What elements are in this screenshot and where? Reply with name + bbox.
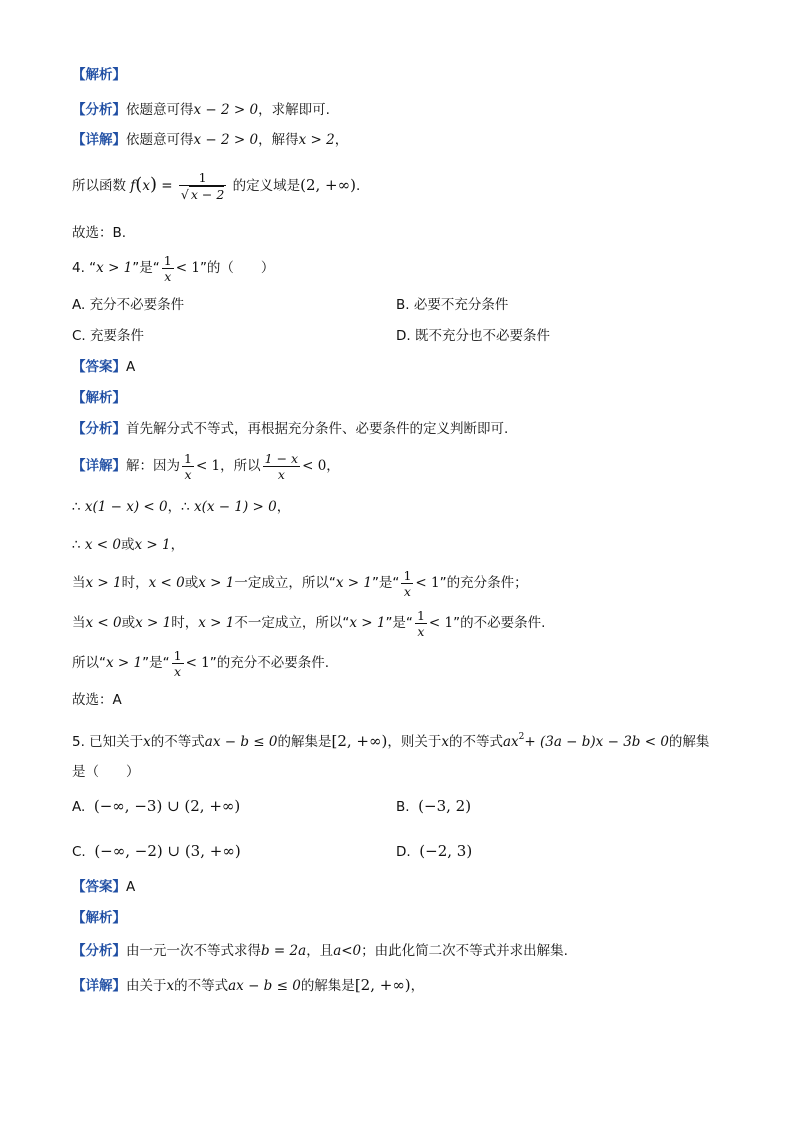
q5-option-a: A. (−∞, −3) ∪ (2, +∞) xyxy=(72,797,241,815)
prev-answer-line: 故选：B. xyxy=(72,225,127,241)
prev-detail-line: 【详解】依题意可得x − 2 > 0，解得x > 2， xyxy=(72,132,349,148)
q4-option-c: C. 充要条件 xyxy=(72,328,145,344)
question-5-stem: 5. 已知关于x的不等式ax − b ≤ 0的解集是[2, +∞)，则关于x的不等式$ax^2+ (3a - b)x - 3b < 0$的解集 xyxy=(72,732,710,750)
analysis-heading xyxy=(72,66,126,84)
q4-analysis: 【分析】首先解分式不等式，再根据充分条件、必要条件的定义判断即可. xyxy=(72,421,509,437)
q4-detail-5: 当x < 0或x > 1时，x > 1不一定成立，所以“x > 1”是“ $\frac{1}{x}$ < 1”的不必要条件. xyxy=(72,607,546,639)
question-5-stem-cont: 是（ ） xyxy=(72,764,140,780)
q5-option-d: D. (−2, 3) xyxy=(396,842,473,860)
q5-option-b: B. (−3, 2) xyxy=(396,797,472,815)
q4-answer: 【答案】A xyxy=(72,359,136,375)
q5-analysis-heading: 【解析】 xyxy=(72,910,126,926)
q5-option-c: C. (−∞, −2) ∪ (3, +∞) xyxy=(72,842,241,860)
q4-option-a: A. 充分不必要条件 xyxy=(72,297,185,313)
q4-detail-1: 【详解】解：因为 $\frac{1}{x}$ < 1，所以 $\frac{1 - x}{x}$ < 0， xyxy=(72,450,340,482)
section-tag: 【解析】 xyxy=(72,67,126,83)
prev-analysis-line: 【分析】依题意可得x − 2 > 0，求解即可. xyxy=(72,102,330,118)
q4-option-d: D. 既不充分也不必要条件 xyxy=(396,328,550,344)
q4-detail-4: 当x > 1时，x < 0或x > 1一定成立，所以“x > 1”是“ $\frac{1}{x}$ < 1”的充分条件； xyxy=(72,567,528,599)
q4-detail-3: ∴ x < 0或x > 1， xyxy=(72,537,185,553)
fraction: $\frac{1}{√ x - 2}$ xyxy=(180,170,225,202)
q4-option-b: B. 必要不充分条件 xyxy=(396,297,509,313)
question-4-stem: 4. “x > 1”是“ $\frac{1}{x}$ < 1”的（ ） xyxy=(72,252,275,284)
q5-analysis: 【分析】由一元一次不等式求得b = 2a，且a<0；由此化简二次不等式并求出解集. xyxy=(72,943,568,959)
q4-analysis-heading: 【解析】 xyxy=(72,390,126,406)
q5-detail-1: 【详解】由关于x的不等式ax − b ≤ 0的解集是[2, +∞)， xyxy=(72,976,425,994)
q5-answer: 【答案】A xyxy=(72,879,136,895)
q4-detail-6: 所以“x > 1”是“ $\frac{1}{x}$ < 1”的充分不必要条件. xyxy=(72,647,330,679)
q4-detail-2: ∴ x(1 − x) < 0，∴ x(x − 1) > 0， xyxy=(72,499,291,515)
domain-line: 所以函数 f(x) = $\frac{1}{√ x - 2}$ 的定义域是(2, +∞). xyxy=(72,170,361,202)
q4-conclusion: 故选：A xyxy=(72,692,122,708)
